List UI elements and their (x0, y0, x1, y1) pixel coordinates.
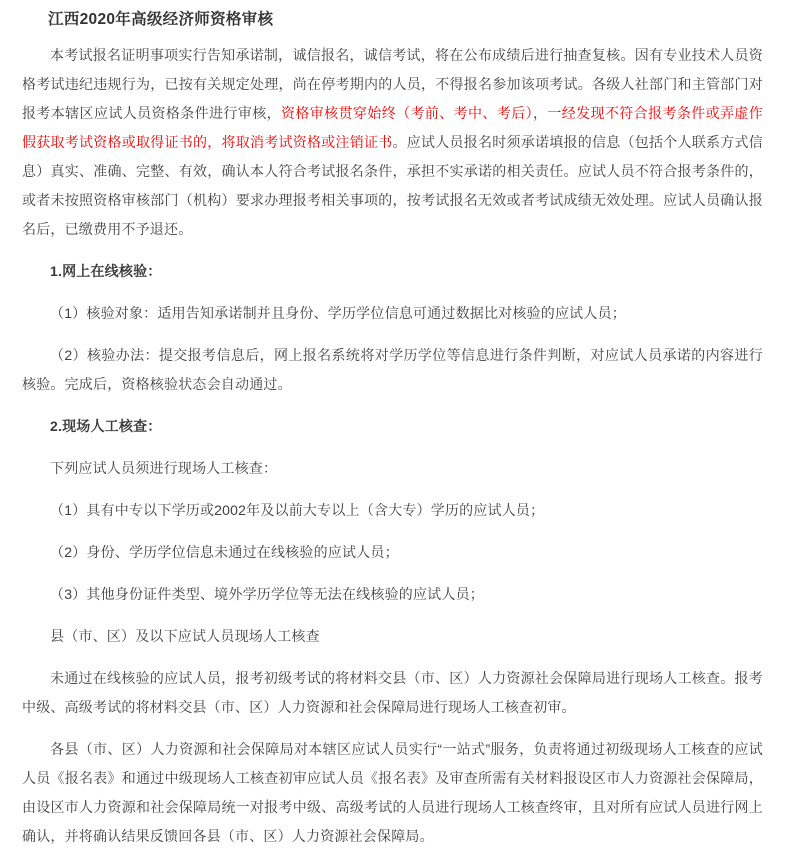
intro-red-segment-disqualification: 一经发现不符合报考条件或弄虚作假获取考试资格或取得证书的，将取消考试资格或注销证书 (22, 105, 763, 150)
onsite-check-item-1: （1）具有中专以下学历或2002年及以前大专以上（含大专）学历的应试人员； (50, 502, 545, 518)
online-check-item-1: （1）核验对象：适用告知承诺制并且身份、学历学位信息可通过数据比对核验的应试人员； (50, 305, 626, 321)
intro-text-separator: ， (532, 105, 548, 121)
online-check-item-2: （2）核验办法：提交报考信息后，网上报名系统将对学历学位等信息进行条件判断，对应试人员承诺的内容进行核验。完成后，资格核验状态会自动通过。 (22, 347, 763, 392)
section-heading-onsite-check: 2.现场人工核查： (50, 418, 162, 434)
closing-paragraph-materials: 未通过在线核验的应试人员，报考初级考试的将材料交县（市、区）人力资源社会保障局进行现场人工核查。报考中级、高级考试的将材料交县（市、区）人力资源和社会保障局进行现场人工核查初审。 (22, 670, 763, 715)
intro-red-segment-audit-throughout: 资格审核贯穿始终（考前、考中、考后） (280, 105, 533, 121)
page-title: 江西2020年高级经济师资格审核 (48, 11, 274, 28)
intro-text-segment-tail: 。应试人员报名时须承诺填报的信息（包括个人联系方式信息）真实、准确、完整、有效，确认本人符合考试报名条件，承担不实承诺的相关责任。应试人员不符合报考条件的，或者未按照资格审核部门（机构）要求办理报考相关事项的，按考试报名无效或者考试成绩无效处理。应试人员确认报名后，已缴费用不予退还。 (22, 134, 764, 237)
onsite-check-item-3: （3）其他身份证件类型、境外学历学位等无法在线核验的应试人员； (50, 586, 484, 602)
section-heading-online-check: 1.网上在线核验： (50, 263, 162, 279)
onsite-check-intro: 下列应试人员须进行现场人工核查： (50, 460, 278, 476)
onsite-check-county-note: 县（市、区）及以下应试人员现场人工核查 (50, 628, 320, 644)
onsite-check-item-2: （2）身份、学历学位信息未通过在线核验的应试人员； (50, 544, 399, 560)
intro-paragraph (22, 41, 763, 244)
closing-paragraph-one-stop-service: 各县（市、区）人力资源和社会保障局对本辖区应试人员实行“一站式”服务，负责将通过初级现场人工核查的应试人员《报名表》和通过中级现场人工核查初审应试人员《报名表》及审查所需有关材料报设区市人力资源社会保障局，由设区市人力资源和社会保障局统一对报考中级、高级考试的人员进行现场人工核查终审，且对所有应试人员进行网上确认，并将确认结果反馈回各县（市、区）人力资源社会保障局。 (22, 741, 763, 844)
intro-text-segment: 本考试报名证明事项实行告知承诺制，诚信报名，诚信考试，将在公布成绩后进行抽查复核。因有专业技术人员资格考试违纪违规行为，已按有关规定处理，尚在停考期内的人员，不得报名参加该项考试。各级人社部门和主管部门对报考本辖区应试人员资格条件进行审核， (22, 47, 763, 121)
